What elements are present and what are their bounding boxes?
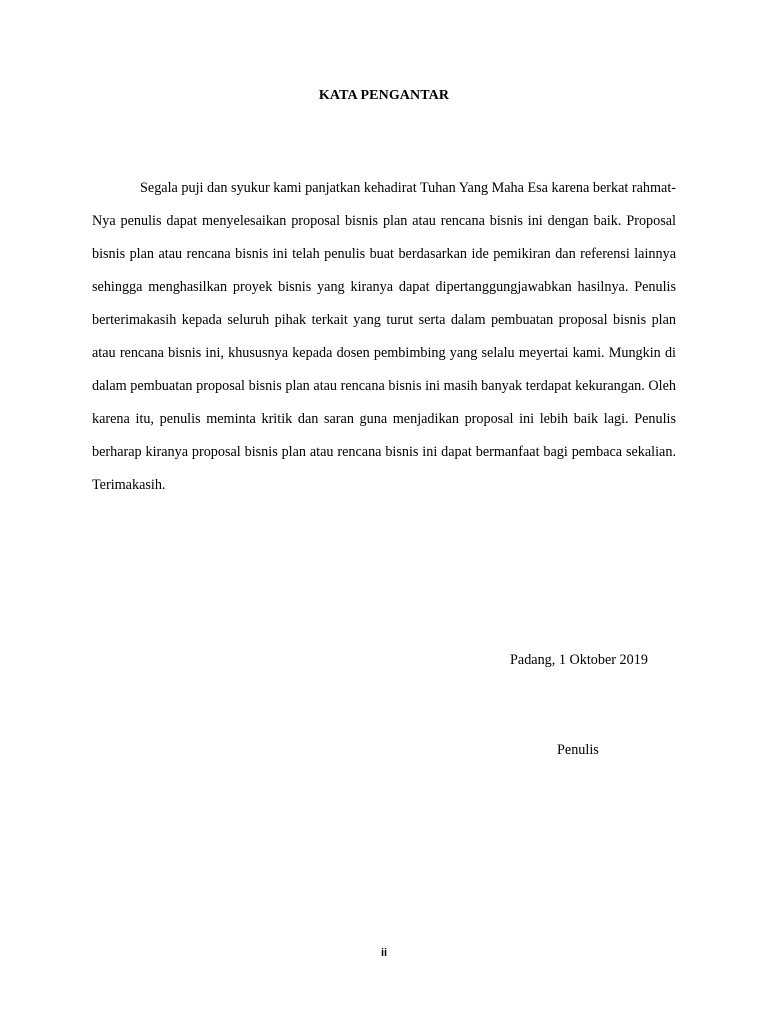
place-date: Padang, 1 Oktober 2019 (510, 652, 648, 668)
page-number: ii (380, 947, 388, 959)
page-title: KATA PENGANTAR (318, 88, 450, 103)
preface-paragraph: Segala puji dan syukur kami panjatkan kehadirat Tuhan Yang Maha Esa karena berkat rahmat-Nya penulis dapat menyelesaikan proposal bisnis plan atau rencana bisnis ini dengan baik. Proposal bisnis plan atau rencana bisnis ini telah penulis buat berdasarkan ide pemikiran dan referensi lainnya sehingga menghasilkan proyek bisnis yang kiranya dapat dipertanggungjawabkan hasilnya. Penulis berterimakasih kepada seluruh pihak terkait yang turut serta dalam pembuatan proposal bisnis plan atau rencana bisnis ini, khususnya kepada dosen pembimbing yang selalu meyertai kami. Mungkin di dalam pembuatan proposal bisnis plan atau rencana bisnis ini masih banyak terdapat kekurangan. Oleh karena itu, penulis meminta kritik dan saran guna menjadikan proposal ini lebih baik lagi. Penulis berharap kiranya proposal bisnis plan atau rencana bisnis ini dapat bermanfaat bagi pembaca sekalian. Terimakasih. (92, 180, 676, 493)
author-signature: Penulis (557, 742, 599, 758)
